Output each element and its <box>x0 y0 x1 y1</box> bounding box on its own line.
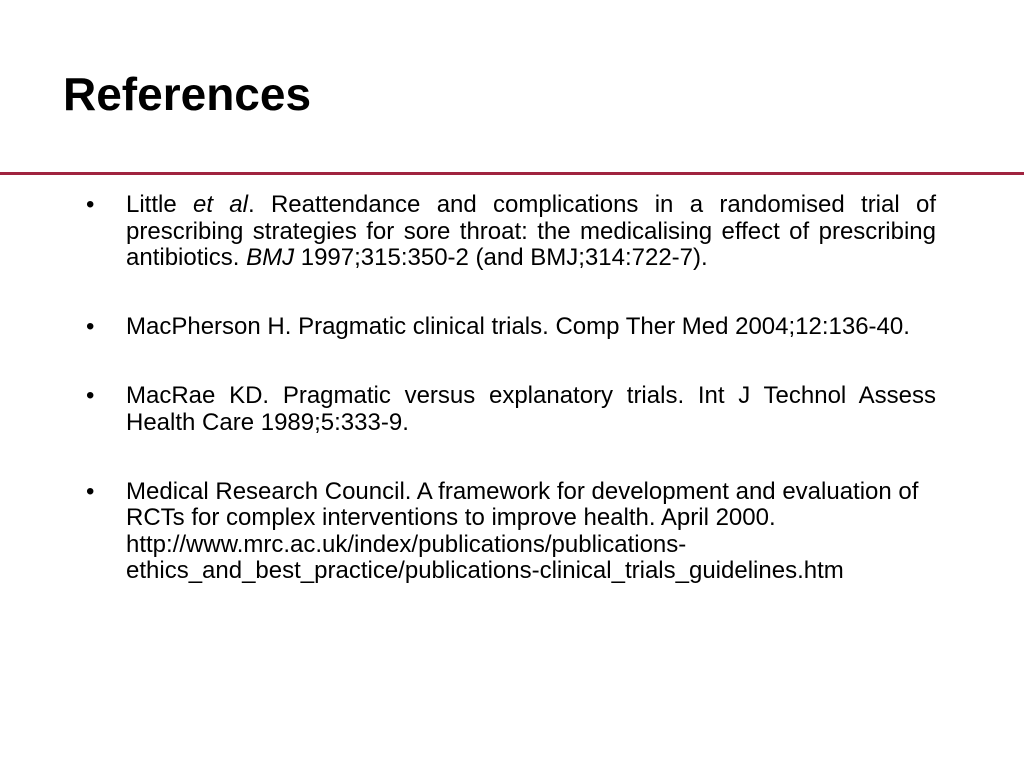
bullet-icon: • <box>86 477 95 505</box>
bullet-icon: • <box>86 382 95 410</box>
bullet-icon: • <box>86 191 95 218</box>
reference-journal: BMJ <box>246 244 295 272</box>
slide-title: References <box>63 68 312 120</box>
reference-list <box>86 192 936 585</box>
bullet-icon: • <box>86 312 95 340</box>
reference-author: Little <box>126 191 193 218</box>
reference-item-mrc <box>86 479 936 585</box>
reference-item-little <box>86 192 936 272</box>
reference-citation: 1997;315:350-2 (and BMJ;314:722-7). <box>294 244 708 272</box>
title-divider <box>0 172 1024 175</box>
reference-text: Medical Research Council. A framework for development and evaluation of RCTs for complex interventions to improve health. April 2000. <box>126 477 919 532</box>
reference-text: MacPherson H. Pragmatic clinical trials. Comp Ther Med 2004;12:136-40. <box>126 312 910 340</box>
reference-url-link[interactable]: http://www.mrc.ac.uk/index/publications/publications-ethics_and_best_practice/publications-clinical_trials_guidelines.htm <box>126 530 844 585</box>
reference-et-al: et al <box>193 191 248 218</box>
reference-text: MacRae KD. Pragmatic versus explanatory trials. Int J Technol Assess Health Care 1989;5:333-9. <box>126 382 936 436</box>
reference-title: . Reattendance and complications in a randomised trial of prescribing strategies for sore throat: the medicalising effect of prescribing antibiotics. <box>126 191 937 272</box>
reference-item-macrae <box>86 383 936 436</box>
reference-item-macpherson <box>86 314 936 341</box>
